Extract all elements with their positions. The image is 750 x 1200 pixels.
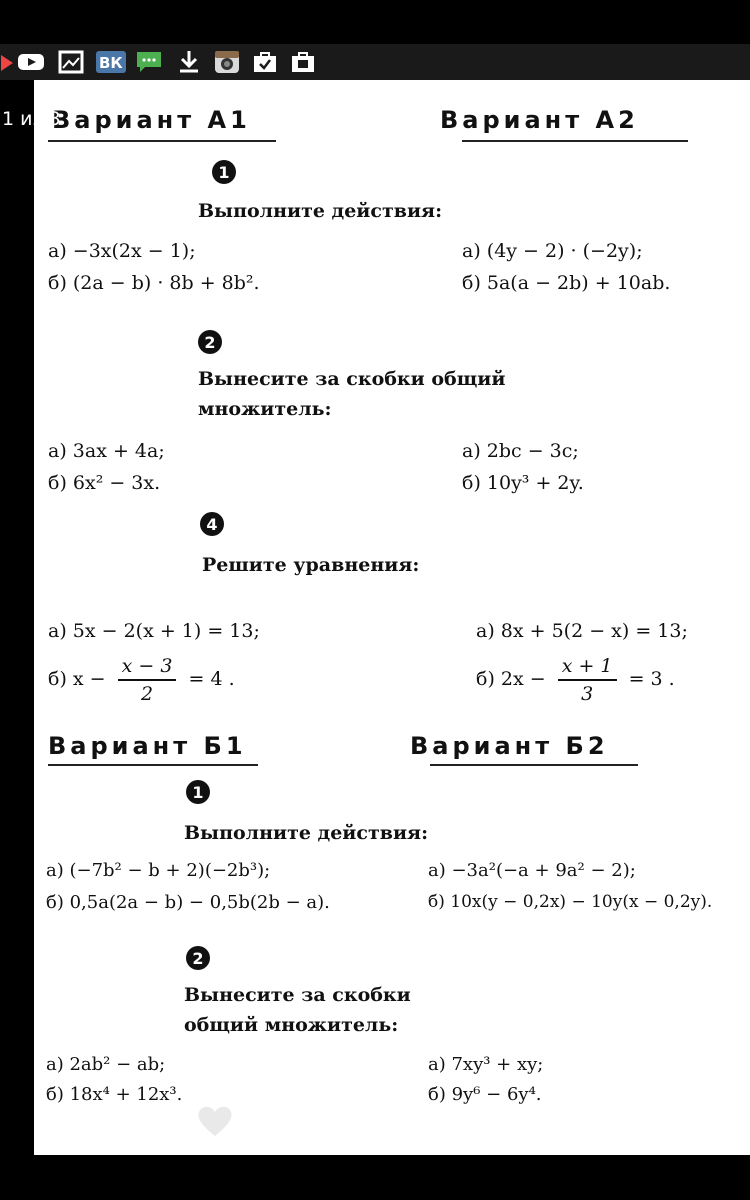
variant-a1-underline [48, 140, 276, 142]
equation-prefix: б) 2x − [476, 668, 546, 690]
variant-b2-underline [430, 764, 638, 766]
task-item: б) 5a(a − 2b) + 10ab. [462, 272, 671, 294]
task-item: а) 8x + 5(2 − x) = 13; [476, 620, 688, 642]
task-item: б) 18x⁴ + 12x³. [46, 1084, 183, 1105]
task-number-badge: 1 [186, 780, 210, 804]
picture-icon[interactable] [58, 50, 84, 74]
task-item: а) 3ax + 4a; [48, 440, 165, 462]
task-number-badge: 2 [198, 330, 222, 354]
svg-text:ВК: ВК [99, 54, 123, 72]
task-number-badge: 1 [212, 160, 236, 184]
task-number-badge: 2 [186, 946, 210, 970]
viewer-left-strip [0, 80, 34, 1155]
task-instruction: Выполните действия: [198, 200, 443, 222]
task-instruction: Выполните действия: [184, 822, 429, 844]
variant-a2-underline [462, 140, 688, 142]
fraction-numerator: x − 3 [118, 655, 177, 681]
fraction-numerator: x + 1 [558, 655, 617, 681]
equation-item [48, 655, 235, 705]
fraction-denominator: 3 [581, 683, 594, 705]
task-item: б) 10x(y − 0,2x) − 10y(x − 0,2y). [428, 892, 713, 912]
task-item: б) 10y³ + 2y. [462, 472, 584, 494]
equation-item [476, 655, 675, 705]
task-item: б) 0,5a(2a − b) − 0,5b(2b − a). [46, 892, 330, 913]
task-instruction: Решите уравнения: [202, 554, 420, 576]
task-item: а) −3x(2x − 1); [48, 240, 196, 262]
task-item: а) (4y − 2) · (−2y); [462, 240, 643, 262]
task-instruction: общий множитель: [184, 1014, 399, 1036]
variant-a1-heading: Вариант А1 [52, 106, 251, 134]
download-icon[interactable] [176, 50, 202, 74]
variant-a2-heading: Вариант А2 [440, 106, 639, 134]
variant-b1-underline [48, 764, 258, 766]
variant-b1-heading: Вариант Б1 [48, 732, 247, 760]
task-instruction: Вынесите за скобки общий [198, 368, 506, 390]
task-item: а) 2bc − 3c; [462, 440, 579, 462]
page-counter: 1 из 3 [2, 108, 61, 130]
task-item: а) (−7b² − b + 2)(−2b³); [46, 860, 271, 881]
task-item: а) 2ab² − ab; [46, 1054, 166, 1075]
task-item: а) 7xy³ + xy; [428, 1054, 544, 1075]
fraction [558, 655, 617, 705]
document-page[interactable] [34, 80, 750, 1155]
task-item: б) 6x² − 3x. [48, 472, 161, 494]
bag-icon[interactable] [290, 50, 316, 74]
task-item: а) −3a²(−a + 9a² − 2); [428, 860, 636, 881]
chat-icon[interactable] [136, 50, 162, 74]
fraction-denominator: 2 [140, 683, 154, 705]
status-bar [0, 0, 750, 44]
variant-b2-heading: Вариант Б2 [410, 732, 609, 760]
equation-suffix: = 3 . [628, 668, 675, 690]
bottom-bar [0, 1155, 750, 1200]
app-edge-icon [0, 50, 14, 74]
equation-suffix: = 4 . [188, 668, 235, 690]
bag-check-icon[interactable] [252, 50, 278, 74]
task-item: а) 5x − 2(x + 1) = 13; [48, 620, 260, 642]
task-instruction: Вынесите за скобки [184, 984, 411, 1006]
like-heart-icon[interactable] [196, 1104, 234, 1138]
task-item: б) (2a − b) · 8b + 8b². [48, 272, 260, 294]
instagram-icon[interactable] [214, 50, 240, 74]
youtube-icon[interactable] [18, 50, 44, 74]
vk-icon[interactable] [96, 50, 126, 74]
equation-prefix: б) x − [48, 668, 106, 690]
task-number-badge: 4 [200, 512, 224, 536]
task-instruction: множитель: [198, 398, 332, 420]
fraction [118, 655, 177, 705]
task-item: б) 9y⁶ − 6y⁴. [428, 1084, 542, 1105]
